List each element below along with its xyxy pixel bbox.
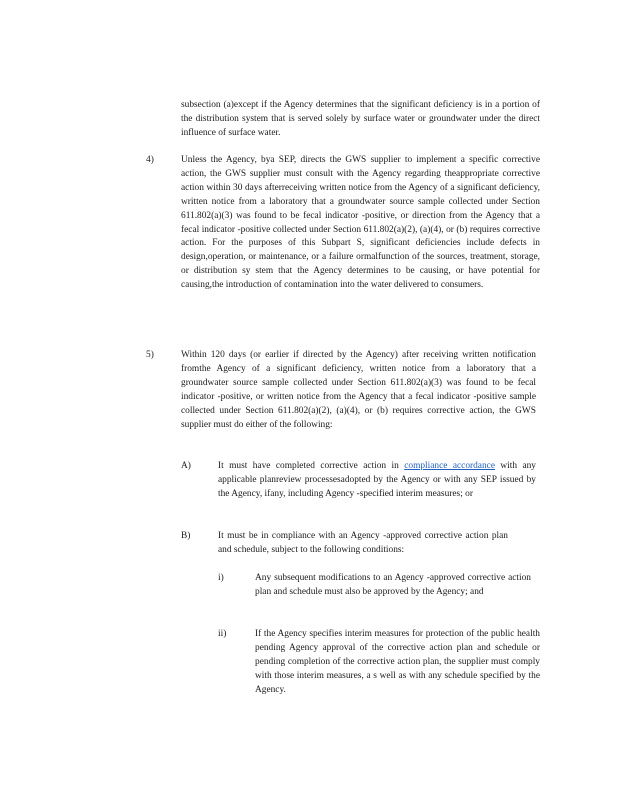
item-a-text-start: It must have completed corrective action in: [218, 461, 405, 471]
item-4-paragraph: Unless the Agency, bya SEP, directs the GWS supplier to implement a specific corrective action, the GWS supplier must consult with the Agency regarding theappropriate corrective action within 30 days afterreceiving written notice from the Agency of a significant deficiency, written notice from a laboratory that a groundwater source sample collected under Section 611.802(a)(3) was found to be fecal indicator -positive, or direction from the Agency that a fecal indicator -positive collected under Section 611.802(a)(2), (a)(4), or (b) requires corrective action. For the purposes of this Subpart S, significant deficiencies include defects in design,operation, or maintenance, or a failure ormalfunction of the sources, treatment, storage, or distribution sy stem that the Agency determines to be causing, or have potential for causing,the introduction of contamination into the water delivered to consumers.: [181, 155, 540, 291]
item-a-paragraph: [218, 460, 536, 502]
item-a-letter: A): [181, 461, 191, 471]
item-b-letter: B): [181, 531, 191, 541]
intro-paragraph: subsection (a)except if the Agency determines that the significant deficiency is in a portion of the distribution system that is served solely by surface water or groundwater under the direct influence of surface water.: [181, 100, 540, 138]
item-4-number: 4): [146, 155, 154, 165]
item-5-paragraph: Within 120 days (or earlier if directed by the Agency) after receiving written notification fromthe Agency of a significant deficiency, written notice from a laboratory that a groundwater source sample collected under Section 611.802(a)(3) was found to be fecal indicator -positive, or written notice from the Agency that a fecal indicator -positive sample collected under Section 611.802(a)(2), (a)(4), or (b) requires corrective action, the GWS supplier must do either of the following:: [181, 350, 536, 430]
item-a-text-end: with any applicable planreview processesadopted by the Agency or with any SEP issued by the Agency, ifany, including Agency -specified interim measures; or: [218, 461, 536, 499]
item-b-ii-numeral: ii): [218, 629, 227, 639]
item-b-ii-paragraph: If the Agency specifies interim measures for protection of the public health pending Agency approval of the corrective action plan and schedule or pending completion of the corrective action plan, the supplier must comply with those interim measures, a s well as with any schedule specified by the Agency.: [255, 629, 540, 695]
item-b-paragraph: It must be in compliance with an Agency -approved corrective action plan and schedule, subject to the following conditions:: [218, 531, 508, 555]
compliance-accordance-link[interactable]: compliance accordance: [404, 461, 495, 471]
item-b-i-paragraph: Any subsequent modifications to an Agency -approved corrective action plan and schedule must also be approved by the Agency; and: [255, 573, 531, 597]
item-5-number: 5): [146, 350, 154, 360]
item-b-i-numeral: i): [218, 573, 224, 583]
